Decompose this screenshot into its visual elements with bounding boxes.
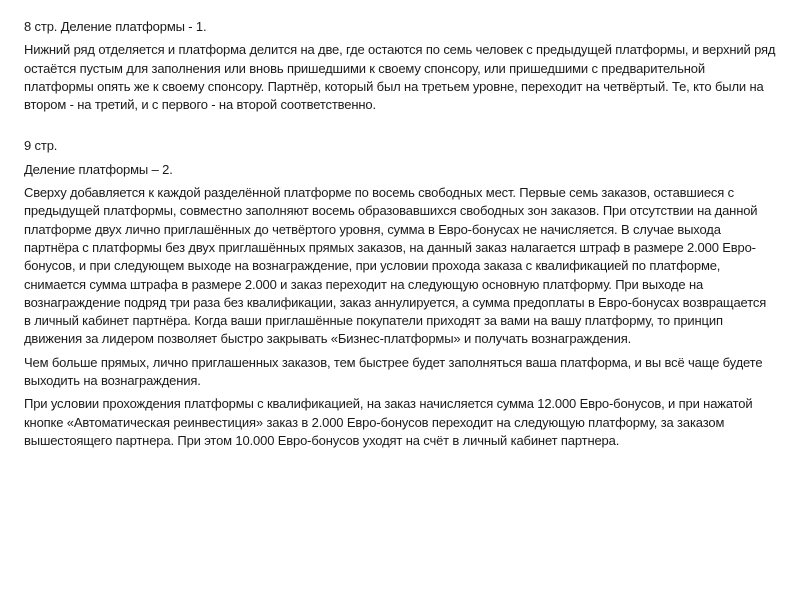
paragraph-gap (24, 119, 776, 137)
section-1-heading: 8 стр. Деление платформы - 1. (24, 19, 207, 34)
section-2-page-number: 9 стр. (24, 138, 58, 154)
section-2-emphasis: Чем больше прямых, лично приглашенных заказов, тем быстрее будет заполняться ваша платформа, и вы всё чаще будете выходить на вознаграждения. (24, 354, 763, 389)
section-1-body: Нижний ряд отделяется и платформа делится на две, где остаются по семь человек с предыдущей платформы, и верхний ряд остаётся пустым для заполнения или вновь пришедшими к своему спонсору, или пришедшими с предварительной платформы опять же к своему спонсору. Партнёр, который был на третьем уровне, переходит на четвёртый. Те, кто были на втором - на третий, и с первого - на второй соответственно. (24, 42, 776, 113)
section-2-final-paragraph: При условии прохождения платформы с квалификацией, на заказ начисляется сумма 12.000 Евро-бонусов, и при нажатой кнопке «Автоматическая реинвестиция» заказ в 2.000 Евро-бонусов переходит на следующую платформу, за заказом вышестоящего партнера. При этом 10.000 Евро-бонусов уходят на счёт в личный кабинет партнера. (24, 396, 753, 448)
section-2-heading: Деление платформы – 2. (24, 161, 173, 177)
document-page (24, 18, 776, 455)
section-2-body: Сверху добавляется к каждой разделённой платформе по восемь свободных мест. Первые семь заказов, оставшиеся с предыдущей платформы, совместно заполняют восемь образовавшихся свободных зон заказов. При отсутствии на данной платформе двух лично приглашённых до четвёртого уровня, сумма в Евро-бонусах не начисляется. В случае выхода партнёра с платформы без двух приглашённых прямых заказов, на данный заказ налагается штраф в размере 2.000 Евро-бонусов, и при следующем выходе на вознаграждение, при условии прохода заказа с квалификацией по платформе, снимается сумма штрафа в размере 2.000 и заказ переходит на следующую основную платформу. При выходе на вознаграждение подряд три раза без квалификации, заказ аннулируется, а сумма предоплаты в Евро-бонусах возвращается в личный кабинет партнёра. Когда ваши приглашённые покупатели приходят за вами на вашу платформу, то принцип движения за лидером позволяет быстро закрывать «Бизнес-платформы» и получать вознаграждения. (24, 185, 767, 347)
